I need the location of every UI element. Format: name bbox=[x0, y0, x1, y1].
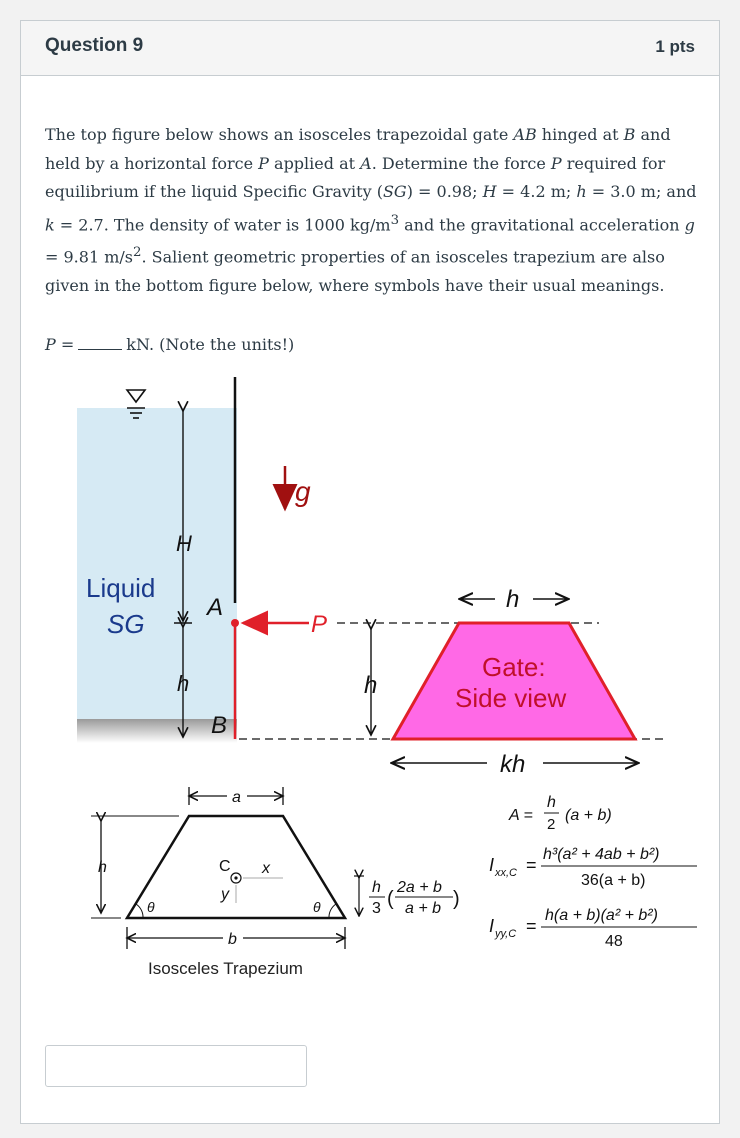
iyy-sub: yy,C bbox=[495, 928, 517, 940]
trap-caption: Isosceles Trapezium bbox=[148, 959, 303, 978]
gate-label-2: Side view bbox=[455, 683, 567, 713]
question-points: 1 pts bbox=[655, 37, 695, 56]
trap-label-a: a bbox=[232, 789, 241, 806]
trap-label-b: b bbox=[228, 931, 237, 948]
superscript-3: 3 bbox=[390, 212, 400, 228]
text-run: = 2.7. The density of water is 1000 kg/m bbox=[54, 214, 391, 234]
var-sg: SG bbox=[382, 182, 407, 201]
label-h-mid: h bbox=[364, 672, 378, 699]
text-run: = 9.81 m/s bbox=[45, 247, 133, 267]
label-P: P bbox=[311, 611, 328, 638]
liquid-region bbox=[77, 408, 237, 719]
trap-label-y: y bbox=[221, 886, 229, 903]
var-g: g bbox=[684, 214, 695, 234]
question-header bbox=[21, 21, 719, 76]
text-run: . Salient geometric properties of an isosceles trapezium are also given in the bottom figure below, where symbols have their usual meanings. bbox=[45, 247, 665, 296]
trap-label-x: x bbox=[262, 860, 270, 877]
iyy-num: h(a + b)(a² + b²) bbox=[545, 907, 658, 924]
ixx-den: 36(a + b) bbox=[581, 872, 646, 889]
label-B: B bbox=[211, 712, 228, 739]
ixx-num: h³(a² + 4ab + b²) bbox=[543, 846, 660, 863]
text-run: hinged at bbox=[536, 125, 624, 144]
centroid-dot bbox=[234, 876, 237, 879]
var-k: k bbox=[45, 214, 55, 234]
ybar-num: 2a + b bbox=[397, 879, 442, 896]
label-H: H bbox=[176, 531, 192, 556]
theta-left: θ bbox=[147, 899, 155, 915]
gate-label: Gate: bbox=[482, 652, 546, 682]
label-g: g bbox=[295, 476, 311, 507]
var-ab: AB bbox=[513, 125, 537, 144]
ixx-lhs: I bbox=[489, 855, 495, 875]
trap-label-h: h bbox=[98, 859, 107, 876]
area-lhs: A = bbox=[509, 807, 533, 824]
superscript-2: 2 bbox=[132, 245, 142, 261]
var-H: H bbox=[482, 182, 497, 201]
var-p: P bbox=[550, 153, 562, 173]
ybar-paren-close: ) bbox=[453, 888, 460, 910]
gate-figure bbox=[21, 371, 719, 991]
question-card bbox=[20, 20, 720, 1124]
var-a: A bbox=[360, 153, 372, 173]
ybar-den: a + b bbox=[405, 900, 442, 917]
iyy-eq: = bbox=[526, 916, 537, 936]
ybar-num-h: h bbox=[372, 879, 381, 896]
label-h-top: h bbox=[506, 586, 520, 613]
prompt-unit: kN. (Note the units!) bbox=[126, 335, 295, 354]
text-run: = 4.2 m; bbox=[496, 182, 577, 201]
label-A: A bbox=[207, 594, 224, 621]
area-den: 2 bbox=[547, 816, 556, 833]
answer-input[interactable] bbox=[45, 1045, 307, 1087]
angle-arc-left bbox=[136, 904, 143, 918]
area-rhs: (a + b) bbox=[565, 807, 612, 824]
label-h: h bbox=[177, 671, 190, 696]
ixx-sub: xx,C bbox=[495, 867, 517, 879]
area-num: h bbox=[547, 794, 556, 811]
iyy-lhs: I bbox=[489, 916, 495, 936]
var-p: P bbox=[258, 153, 269, 173]
answer-prompt bbox=[45, 335, 294, 354]
text-run: The top figure below shows an isosceles trapezoidal gate bbox=[45, 125, 514, 144]
text-run: applied at bbox=[268, 153, 361, 173]
text-run: required for equilibrium if the liquid Specific Gravity ( bbox=[45, 153, 666, 201]
text-run: and the gravitational acceleration bbox=[399, 214, 685, 234]
liquid-label: Liquid bbox=[86, 573, 156, 603]
text-run: . Determine the force bbox=[371, 153, 551, 173]
prompt-eq: = bbox=[55, 335, 75, 354]
ixx-eq: = bbox=[526, 855, 537, 875]
answer-blank bbox=[78, 335, 122, 350]
var-b: B bbox=[623, 125, 636, 144]
question-text bbox=[45, 121, 697, 301]
prompt-var: P bbox=[45, 335, 56, 354]
label-kh: kh bbox=[500, 751, 526, 778]
sg-label: SG bbox=[107, 609, 145, 639]
theta-right: θ bbox=[313, 899, 321, 915]
angle-arc-right bbox=[329, 904, 336, 918]
text-run: = 3.0 m; and bbox=[586, 182, 697, 201]
ybar-den-3: 3 bbox=[372, 900, 381, 917]
hinge-a-dot bbox=[231, 619, 239, 627]
text-run: and held by a horizontal force bbox=[45, 125, 671, 173]
ybar-paren-open: ( bbox=[387, 888, 394, 910]
trap-label-C: C bbox=[219, 858, 231, 875]
var-h: h bbox=[576, 182, 587, 201]
text-run: ) = 0.98; bbox=[406, 182, 483, 201]
question-title: Question 9 bbox=[45, 35, 144, 56]
iyy-den: 48 bbox=[605, 933, 623, 950]
